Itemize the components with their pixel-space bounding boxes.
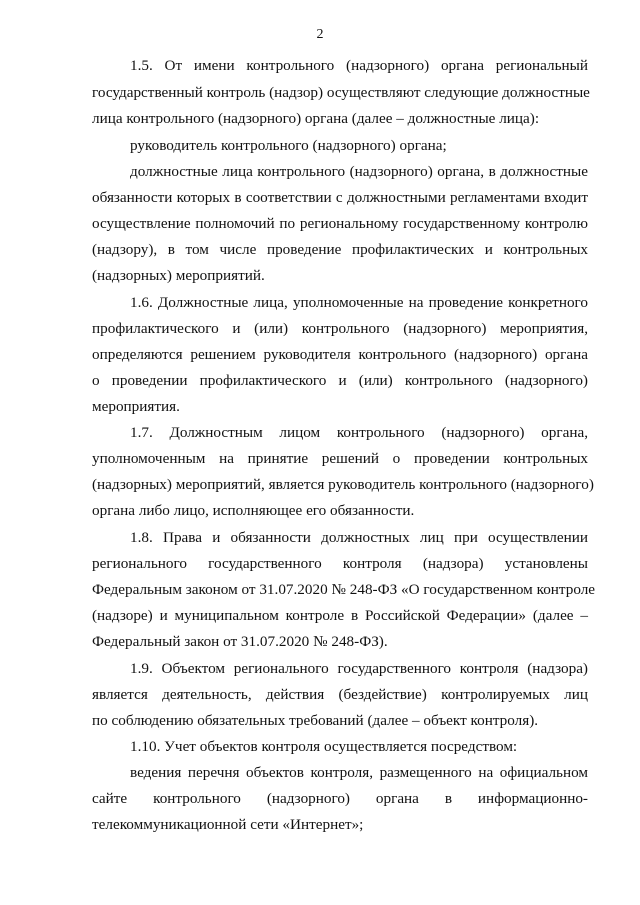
- text-line: руководитель контрольного (надзорного) органа;: [130, 137, 447, 154]
- text-line: государственный контроль (надзор) осуществляют следующие должностные: [92, 84, 590, 101]
- text-line: 1.5. От имени контрольного (надзорного) органа региональный: [130, 57, 588, 74]
- text-line: Федеральный закон от 31.07.2020 № 248-ФЗ).: [92, 633, 388, 650]
- text-line: должностные лица контрольного (надзорного) органа, в должностные: [130, 163, 588, 180]
- text-line: лица контрольного (надзорного) органа (далее – должностные лица):: [92, 110, 540, 127]
- text-line: 1.10. Учет объектов контроля осуществляется посредством:: [130, 738, 518, 755]
- text-line: 1.8. Права и обязанности должностных лиц при осуществлении: [130, 529, 588, 546]
- text-line: уполномоченным на принятие решений о проведении контрольных: [92, 450, 588, 467]
- text-line: телекоммуникационной сети «Интернет»;: [92, 816, 364, 833]
- text-line: (надзору), в том числе проведение профилактических и контрольных: [92, 241, 588, 258]
- text-line: (надзорных) мероприятий.: [92, 267, 265, 284]
- text-line: 1.6. Должностные лица, уполномоченные на проведение конкретного: [130, 294, 588, 311]
- text-line: является деятельность, действия (бездействие) контролируемых лиц: [92, 686, 588, 703]
- text-line: (надзоре) и муниципальном контроле в Российской Федерации» (далее –: [92, 607, 588, 624]
- text-line: 1.7. Должностным лицом контрольного (надзорного) органа,: [130, 424, 588, 441]
- page-number: 2: [316, 27, 324, 42]
- text-line: определяются решением руководителя контрольного (надзорного) органа: [92, 346, 588, 363]
- text-line: ведения перечня объектов контроля, размещенного на официальном: [130, 764, 588, 781]
- text-line: (надзорных) мероприятий, является руководитель контрольного (надзорного): [92, 476, 594, 493]
- text-line: осуществление полномочий по региональному государственному контролю: [92, 215, 588, 232]
- text-line: обязанности которых в соответствии с должностными регламентами входит: [92, 189, 588, 206]
- text-line: профилактического и (или) контрольного (надзорного) мероприятия,: [92, 320, 588, 337]
- text-line: мероприятия.: [92, 398, 180, 415]
- text-line: регионального государственного контроля (надзора) установлены: [92, 555, 588, 572]
- text-line: органа либо лицо, исполняющее его обязанности.: [92, 502, 415, 519]
- text-line: по соблюдению обязательных требований (далее – объект контроля).: [92, 712, 539, 729]
- text-line: сайте контрольного (надзорного) органа в информационно-: [92, 790, 588, 807]
- text-line: о проведении профилактического и (или) контрольного (надзорного): [92, 372, 588, 389]
- text-line: Федеральным законом от 31.07.2020 № 248-ФЗ «О государственном контроле: [92, 581, 596, 598]
- text-line: 1.9. Объектом регионального государственного контроля (надзора): [130, 660, 588, 677]
